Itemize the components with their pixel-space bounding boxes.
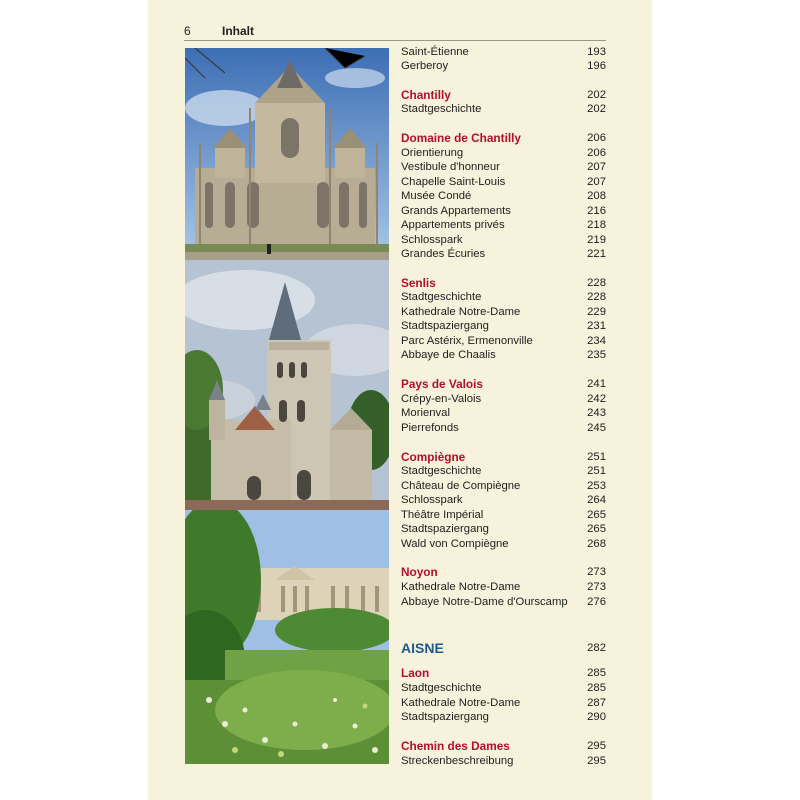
toc-entry	[401, 392, 606, 406]
toc-entry	[401, 537, 606, 551]
toc-title: Pierrefonds	[401, 422, 459, 434]
toc-title: Théâtre Impérial	[401, 509, 484, 521]
toc-title: Orientierung	[401, 147, 464, 159]
toc-title: Parc Astérix, Ermenonville	[401, 335, 533, 347]
toc-page: 202	[587, 89, 606, 101]
toc-entry	[401, 421, 606, 435]
toc-page: 245	[587, 422, 606, 434]
toc-heading	[401, 276, 606, 290]
section-label: Inhalt	[222, 24, 254, 38]
toc-title: Grands Appartements	[401, 205, 511, 217]
toc-entry	[401, 464, 606, 478]
toc-entry	[401, 681, 606, 695]
toc-page: 251	[587, 465, 606, 477]
toc-heading	[401, 739, 606, 753]
toc-entry	[401, 348, 606, 362]
toc-title: Abbaye Notre-Dame d'Ourscamp	[401, 596, 568, 608]
toc-page: 207	[587, 161, 606, 173]
toc-page: 253	[587, 480, 606, 492]
toc-entry	[401, 493, 606, 507]
toc-title: AISNE	[401, 640, 444, 656]
toc-entry	[401, 580, 606, 594]
page-number: 6	[184, 24, 191, 38]
toc-title: Chapelle Saint-Louis	[401, 176, 506, 188]
toc-title: Compiègne	[401, 450, 466, 464]
toc-entry	[401, 218, 606, 232]
toc-page: 206	[587, 132, 606, 144]
toc-title: Stadtspaziergang	[401, 320, 489, 332]
toc-entry	[401, 319, 606, 333]
toc-entry	[401, 189, 606, 203]
toc-entry	[401, 160, 606, 174]
toc-page: 273	[587, 581, 606, 593]
toc-entry	[401, 508, 606, 522]
toc-page: 221	[587, 248, 606, 260]
toc-title: Abbaye de Chaalis	[401, 349, 496, 361]
toc-title: Pays de Valois	[401, 377, 483, 391]
toc-page: 216	[587, 205, 606, 217]
toc-page: 231	[587, 320, 606, 332]
page-header	[184, 24, 606, 41]
toc-page: 208	[587, 190, 606, 202]
toc-page: 251	[587, 451, 606, 463]
photo-gothic-church	[185, 48, 389, 260]
toc-title: Saint-Étienne	[401, 46, 469, 58]
toc-page: 273	[587, 566, 606, 578]
toc-title: Stadtgeschichte	[401, 103, 482, 115]
toc-page: 193	[587, 46, 606, 58]
toc-title: Vestibule d'honneur	[401, 161, 500, 173]
toc-title: Stadtgeschichte	[401, 465, 482, 477]
toc-page: 219	[587, 234, 606, 246]
photo-palace-garden	[185, 510, 389, 764]
toc-title: Stadtspaziergang	[401, 523, 489, 535]
toc-entry	[401, 406, 606, 420]
toc-heading	[401, 666, 606, 680]
toc-entry	[401, 175, 606, 189]
toc-entry	[401, 710, 606, 724]
toc-title: Stadtspaziergang	[401, 711, 489, 723]
toc-page: 229	[587, 306, 606, 318]
toc-title: Appartements privés	[401, 219, 505, 231]
toc-title: Gerberoy	[401, 60, 449, 72]
toc-title: Chemin des Dames	[401, 739, 510, 753]
photo-romanesque-church	[185, 260, 389, 510]
toc-page: 196	[587, 60, 606, 72]
toc-page: 295	[587, 740, 606, 752]
toc-heading	[401, 131, 606, 145]
toc-entry	[401, 204, 606, 218]
toc-page: 228	[587, 291, 606, 303]
toc-entry	[401, 45, 606, 59]
toc-title: Kathedrale Notre-Dame	[401, 581, 521, 593]
toc-entry	[401, 146, 606, 160]
toc-title: Château de Compiègne	[401, 480, 521, 492]
toc-entry	[401, 522, 606, 536]
toc-page: 242	[587, 393, 606, 405]
toc-title: Chantilly	[401, 88, 451, 102]
toc-page: 228	[587, 277, 606, 289]
toc-page: 268	[587, 538, 606, 550]
toc-page: 264	[587, 494, 606, 506]
toc-heading	[401, 88, 606, 102]
toc-page: 218	[587, 219, 606, 231]
toc-page: 285	[587, 682, 606, 694]
toc-title: Morienval	[401, 407, 450, 419]
toc-page: 265	[587, 509, 606, 521]
toc-entry	[401, 102, 606, 116]
toc-title: Schlosspark	[401, 494, 463, 506]
toc-page: 287	[587, 697, 606, 709]
toc-page: 290	[587, 711, 606, 723]
toc-title: Streckenbeschreibung	[401, 755, 514, 767]
toc-entry	[401, 59, 606, 73]
toc-title: Grandes Écuries	[401, 248, 486, 260]
toc-title: Stadtgeschichte	[401, 682, 482, 694]
toc-entry	[401, 696, 606, 710]
toc-page: 282	[587, 642, 606, 654]
toc-entry	[401, 290, 606, 304]
toc-title: Domaine de Chantilly	[401, 131, 521, 145]
toc-title: Kathedrale Notre-Dame	[401, 306, 521, 318]
toc-page: 295	[587, 755, 606, 767]
toc-title: Stadtgeschichte	[401, 291, 482, 303]
toc-entry	[401, 595, 606, 609]
toc-title: Kathedrale Notre-Dame	[401, 697, 521, 709]
toc-title: Wald von Compiègne	[401, 538, 509, 550]
toc-entry	[401, 479, 606, 493]
toc-title: Schlosspark	[401, 234, 463, 246]
toc-page: 235	[587, 349, 606, 361]
toc-page: 265	[587, 523, 606, 535]
toc-heading	[401, 450, 606, 464]
toc-page: 206	[587, 147, 606, 159]
toc-entry	[401, 305, 606, 319]
toc-title: Noyon	[401, 565, 438, 579]
toc-heading	[401, 565, 606, 579]
toc-page: 285	[587, 667, 606, 679]
toc-region	[401, 639, 606, 657]
toc-title: Laon	[401, 666, 430, 680]
toc-entry	[401, 247, 606, 261]
toc-title: Musée Condé	[401, 190, 472, 202]
toc-page: 241	[587, 378, 606, 390]
toc-heading	[401, 377, 606, 391]
toc-page: 276	[587, 596, 606, 608]
toc-entry	[401, 233, 606, 247]
toc-page: 243	[587, 407, 606, 419]
toc-page: 234	[587, 335, 606, 347]
toc-title: Senlis	[401, 276, 436, 290]
toc-page: 202	[587, 103, 606, 115]
toc-entry	[401, 334, 606, 348]
toc-entry	[401, 754, 606, 768]
toc-page: 207	[587, 176, 606, 188]
toc-title: Crépy-en-Valois	[401, 393, 482, 405]
